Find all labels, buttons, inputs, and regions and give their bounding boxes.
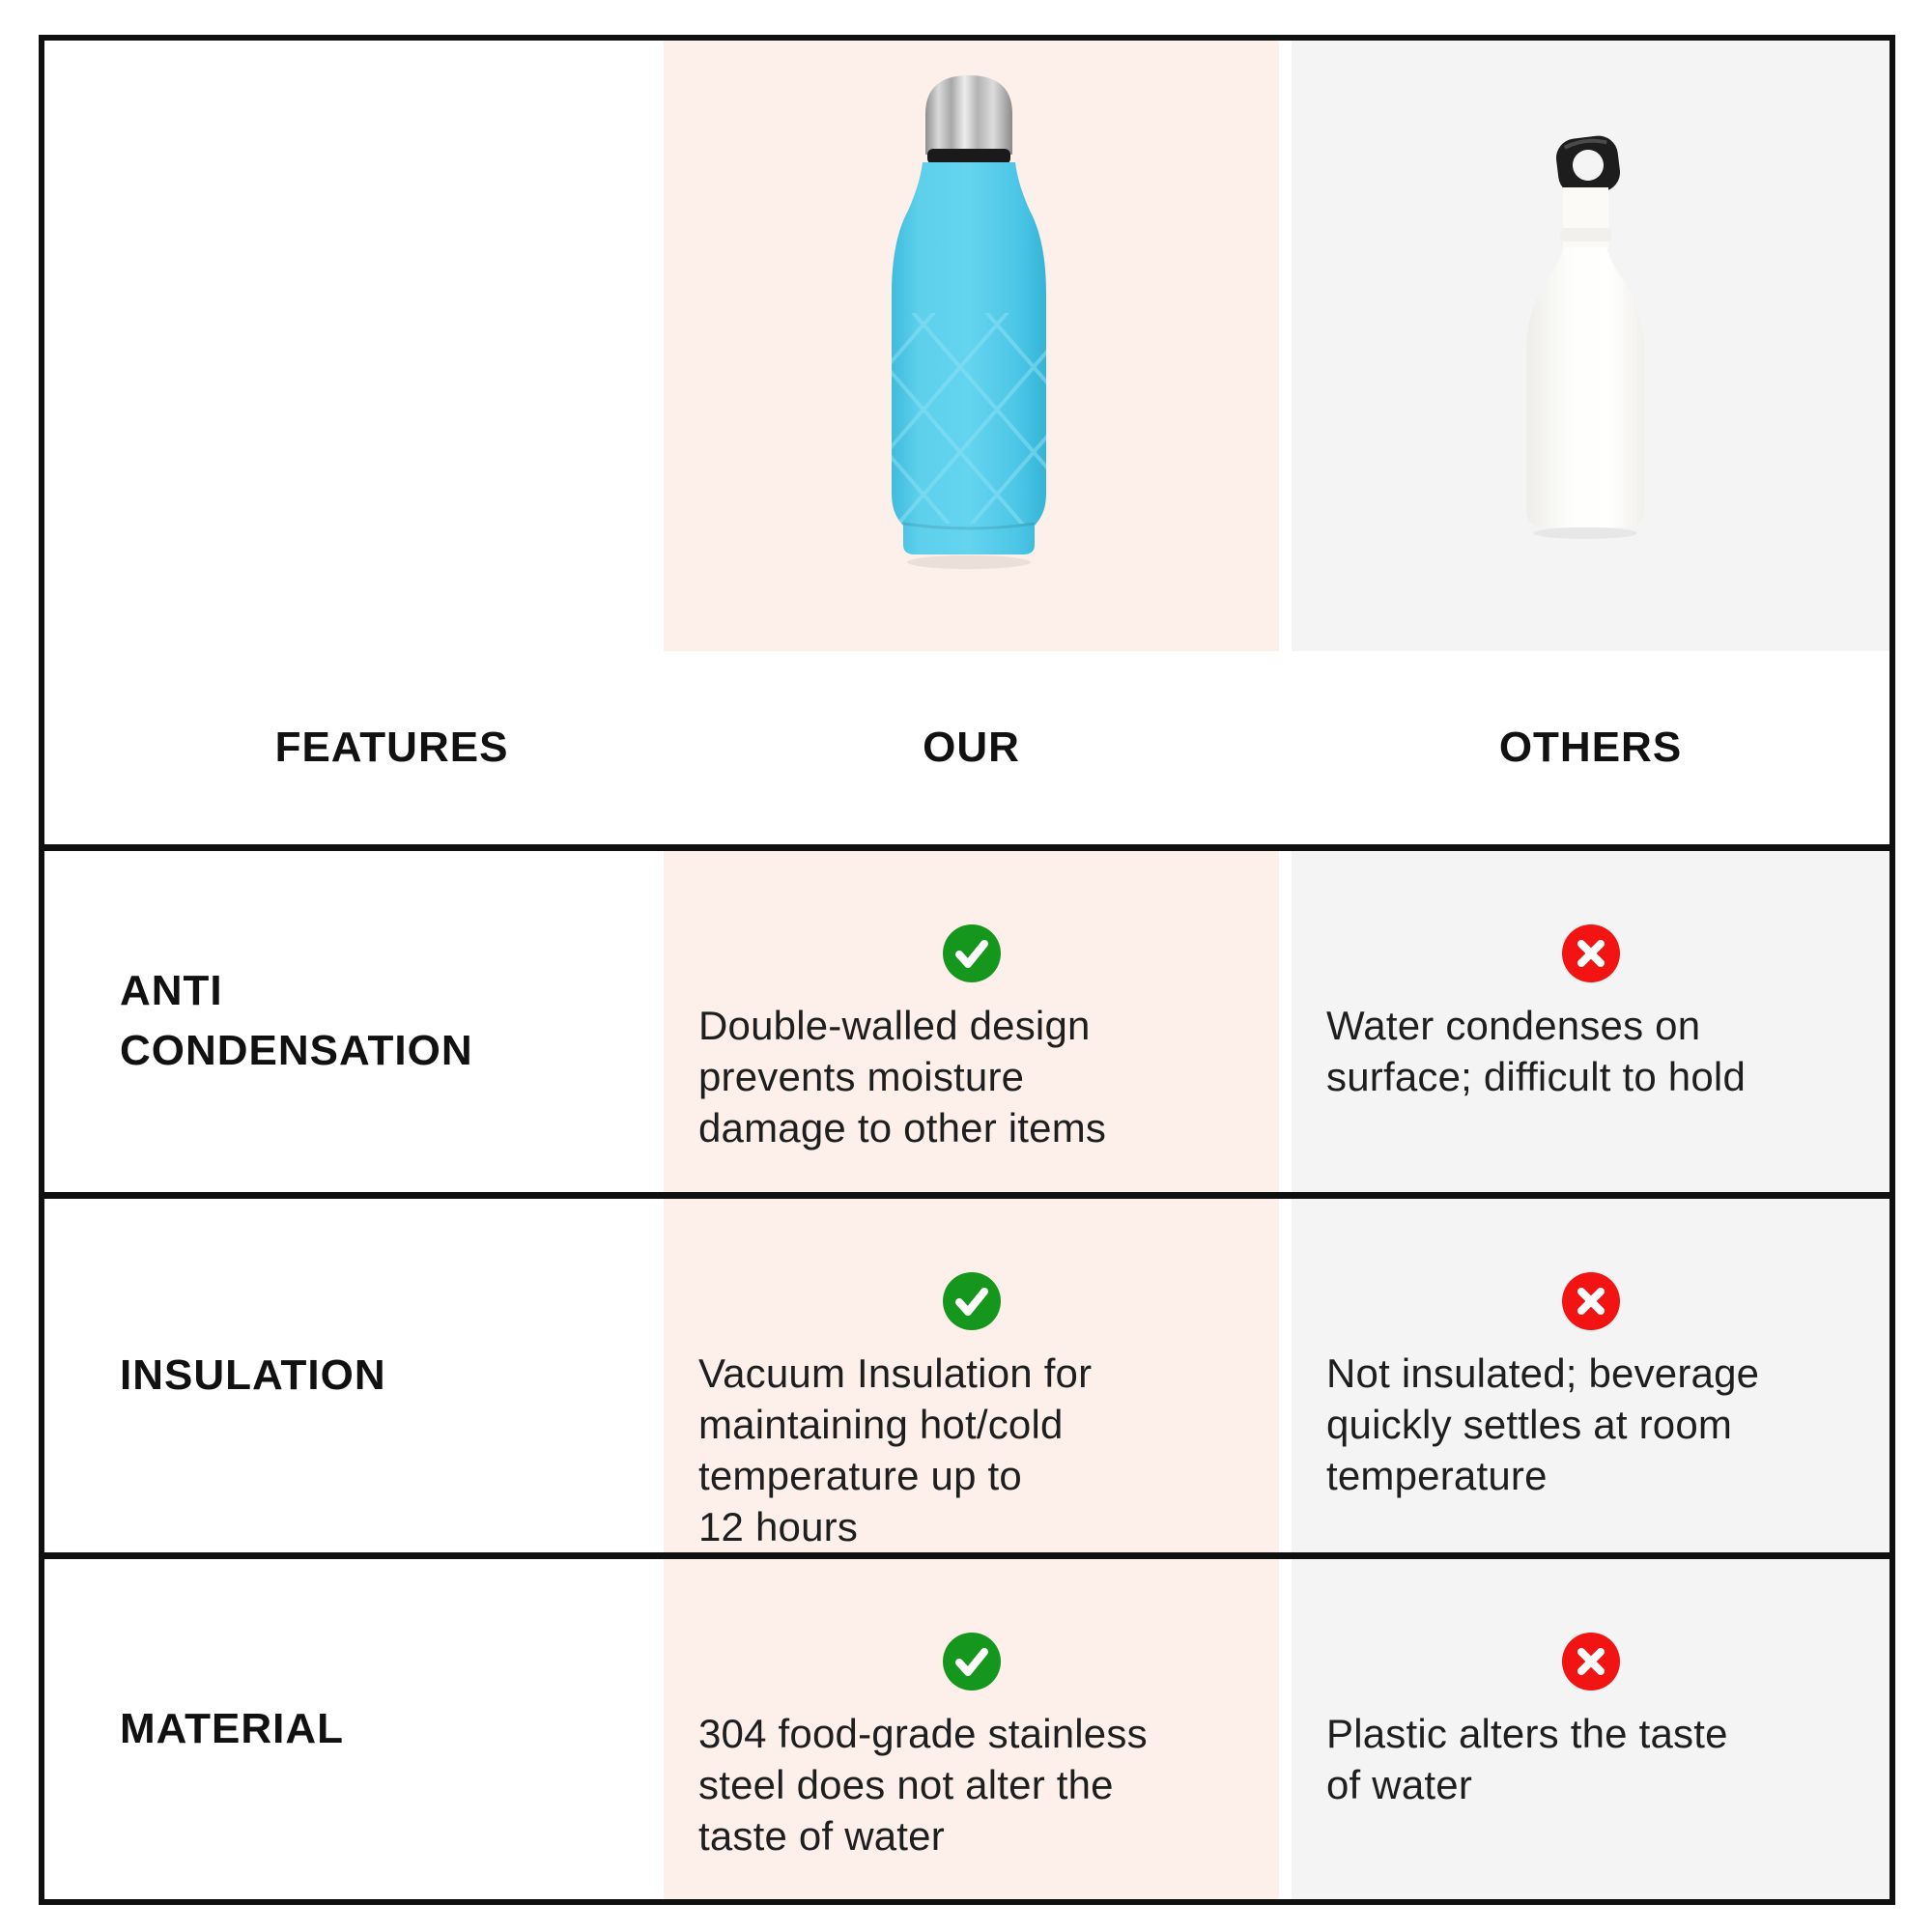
product-image-row: [44, 41, 1889, 651]
features-header-cell: [44, 651, 664, 844]
feature-label: ANTI: [120, 967, 223, 1015]
others-header-cell: [1292, 651, 1889, 844]
others-feature-text: Water condenses on surface; difficult to hold: [1326, 1003, 1746, 1099]
feature-label-cell: [44, 1199, 664, 1552]
our-feature-text: Double-walled design prevents moisture damage to other items: [698, 1003, 1107, 1151]
our-feature-text: Vacuum Insulation for maintaining hot/cold temperature up to 12 hours: [698, 1350, 1093, 1549]
cross-icon: [1562, 924, 1620, 982]
feature-label: MATERIAL: [120, 1704, 345, 1752]
feature-label-line2: CONDENSATION: [120, 1027, 473, 1075]
check-icon: [943, 1272, 1001, 1330]
our-value-cell: [664, 851, 1279, 1192]
cross-icon: [1562, 1272, 1620, 1330]
blue-insulated-bottle-image: [887, 70, 1051, 572]
our-header: OUR: [923, 724, 1020, 771]
our-feature-text: 304 food-grade stainless steel does not alter the taste of water: [698, 1710, 1148, 1859]
cross-icon: [1562, 1633, 1620, 1690]
column-gap: [1279, 41, 1292, 651]
others-value-cell: [1292, 851, 1889, 1192]
column-gap: [1279, 851, 1292, 1192]
our-value-cell: [664, 1199, 1279, 1552]
feature-label-cell: [44, 1559, 664, 1900]
column-gap: [1279, 1199, 1292, 1552]
others-product-image-cell: [1292, 41, 1889, 651]
table-row-anti-condensation: [44, 844, 1889, 1192]
others-value-cell: [1292, 1199, 1889, 1552]
image-row-empty-cell: [44, 41, 664, 651]
others-value-cell: [1292, 1559, 1889, 1900]
column-gap: [1279, 1559, 1292, 1900]
table-row-insulation: [44, 1192, 1889, 1552]
others-feature-text: Not insulated; beverage quickly settles at room temperature: [1326, 1350, 1760, 1498]
features-header: FEATURES: [274, 724, 509, 771]
our-header-cell: [664, 651, 1279, 844]
our-product-image-cell: [664, 41, 1279, 651]
feature-label-cell: [44, 851, 664, 1192]
comparison-table: [39, 35, 1895, 1905]
column-gap: [1279, 651, 1292, 844]
white-aluminum-bottle-image: [1513, 133, 1658, 549]
table-row-material: [44, 1552, 1889, 1900]
check-icon: [943, 1633, 1001, 1690]
others-header: OTHERS: [1498, 724, 1683, 771]
feature-label: INSULATION: [120, 1350, 386, 1399]
others-feature-text: Plastic alters the taste of water: [1326, 1710, 1728, 1807]
our-value-cell: [664, 1559, 1279, 1900]
check-icon: [943, 924, 1001, 982]
header-row: [44, 651, 1889, 844]
